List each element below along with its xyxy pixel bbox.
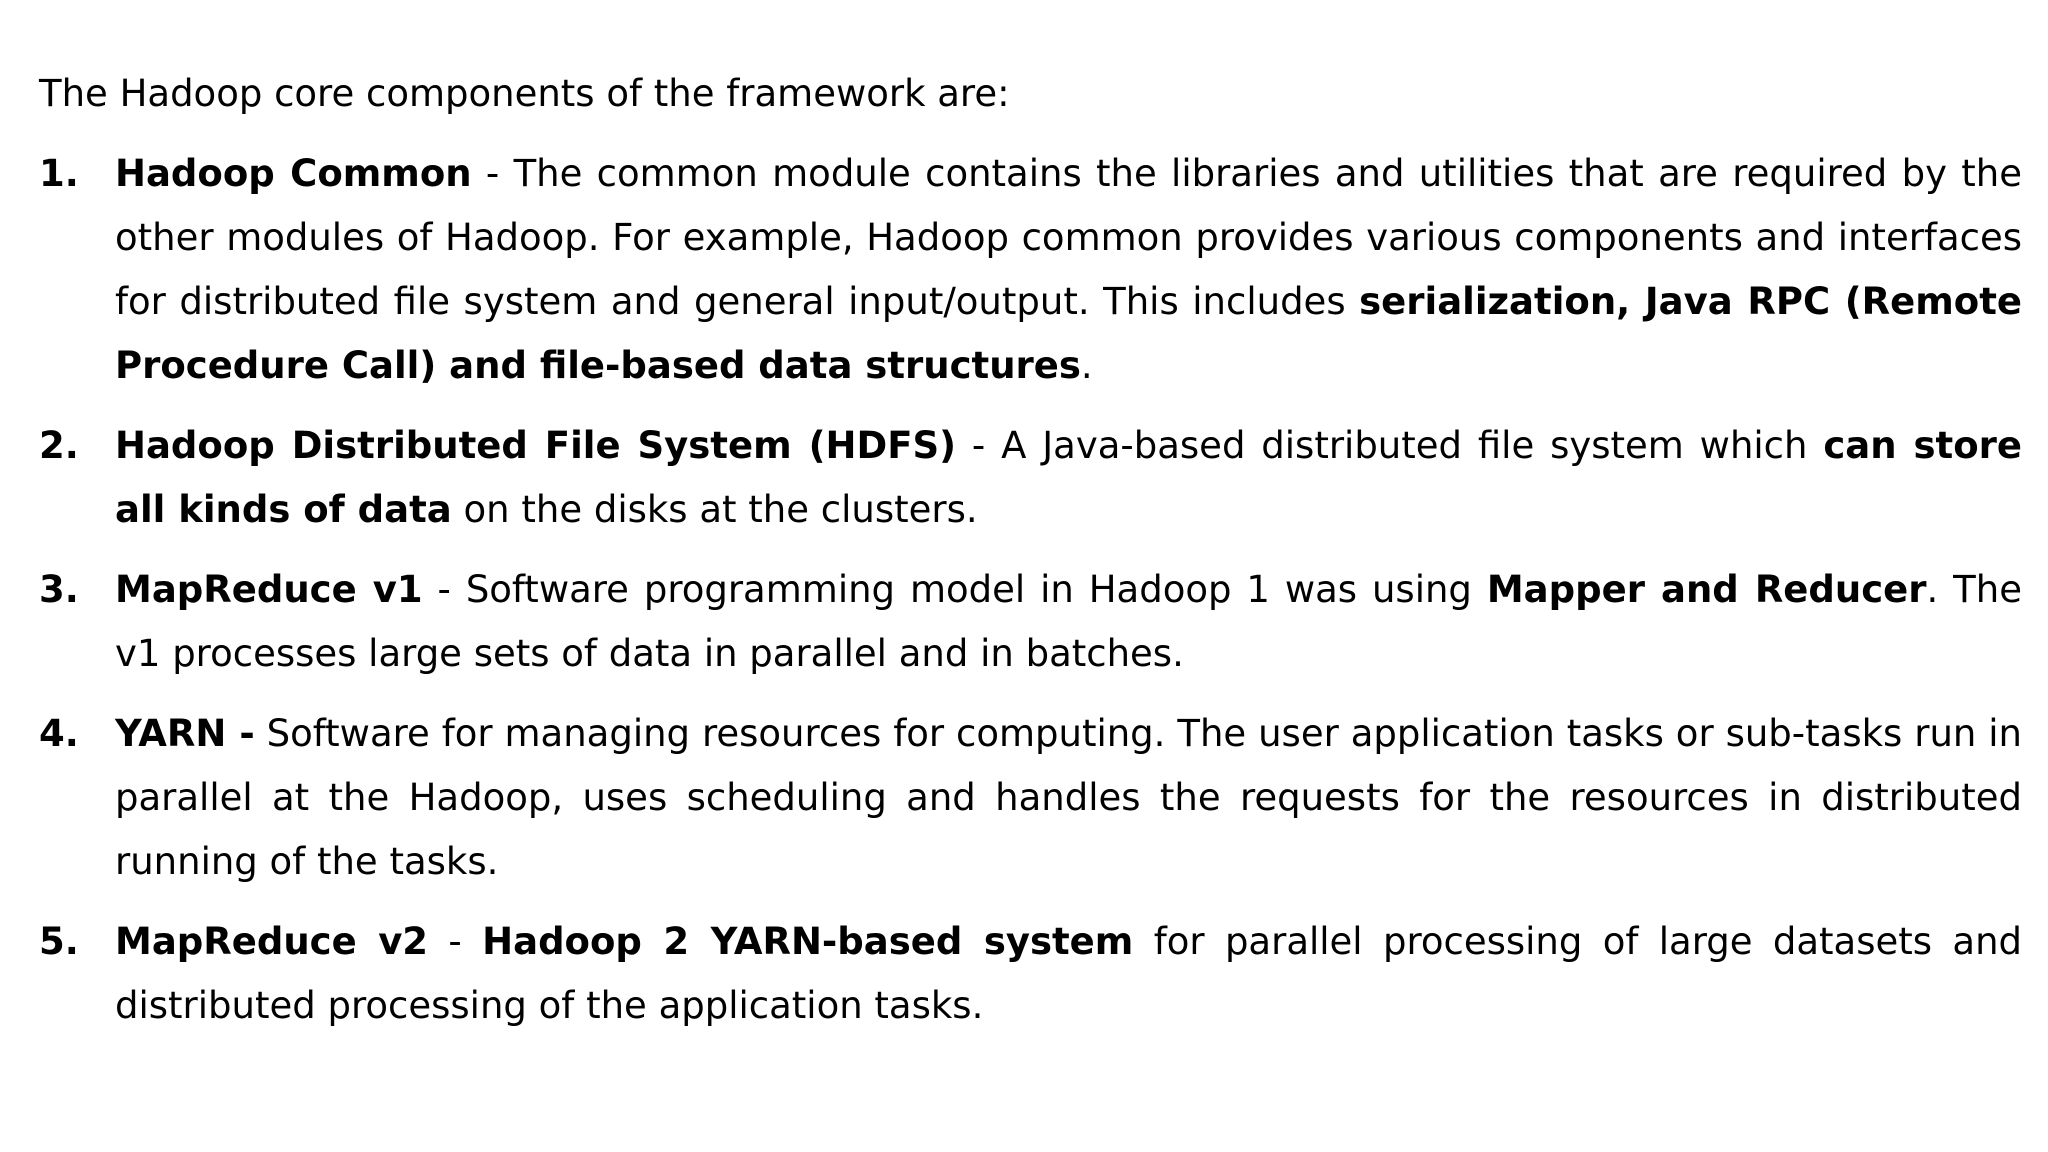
list-item — [39, 910, 2022, 1038]
item-text: . The v1 processes large sets of data in parallel and in batches. — [115, 568, 2022, 675]
item-text: - A Java-based distributed file system which — [956, 424, 1824, 467]
item-term: MapReduce v2 — [115, 920, 429, 963]
item-term: YARN - — [115, 712, 255, 755]
item-term: MapReduce v1 — [115, 568, 423, 611]
item-term: Hadoop Common — [115, 152, 472, 195]
item-text: - The common module contains the libraries and utilities that are required by the other modules of Hadoop. For example, Hadoop common provides various components and interfaces for distributed file system and general input/output. This includes — [115, 152, 2022, 323]
list-number: 4. — [39, 712, 79, 755]
item-text: on the disks at the clusters. — [451, 488, 978, 531]
item-text: - — [428, 920, 483, 963]
list-item — [39, 142, 2022, 398]
item-text: - Software programming model in Hadoop 1 was using — [422, 568, 1487, 611]
item-emphasis: serialization, Java RPC (Remote Procedure Call) and file-based data structures — [115, 280, 2022, 387]
components-list — [39, 142, 2022, 1038]
item-text: . — [1080, 344, 1093, 387]
item-term: Hadoop Distributed File System (HDFS) — [115, 424, 957, 467]
intro-paragraph: The Hadoop core components of the framework are: — [39, 72, 1010, 115]
list-number: 2. — [39, 424, 79, 467]
item-emphasis: Mapper and Reducer — [1486, 568, 1927, 611]
list-number: 3. — [39, 568, 79, 611]
list-item — [39, 414, 2022, 542]
item-emphasis: Hadoop 2 YARN-based system — [482, 920, 1134, 963]
item-emphasis: can store all kinds of data — [115, 424, 2022, 531]
list-item — [39, 702, 2022, 894]
list-item — [39, 558, 2022, 686]
list-number: 1. — [39, 152, 79, 195]
item-text: for parallel processing of large datasets and distributed processing of the application tasks. — [115, 920, 2023, 1027]
item-text: Software for managing resources for computing. The user application tasks or sub-tasks run in parallel at the Hadoop, uses scheduling and handles the requests for the resources in distributed running of the tasks. — [115, 712, 2022, 883]
document-page — [39, 62, 2022, 1054]
list-number: 5. — [39, 920, 79, 963]
